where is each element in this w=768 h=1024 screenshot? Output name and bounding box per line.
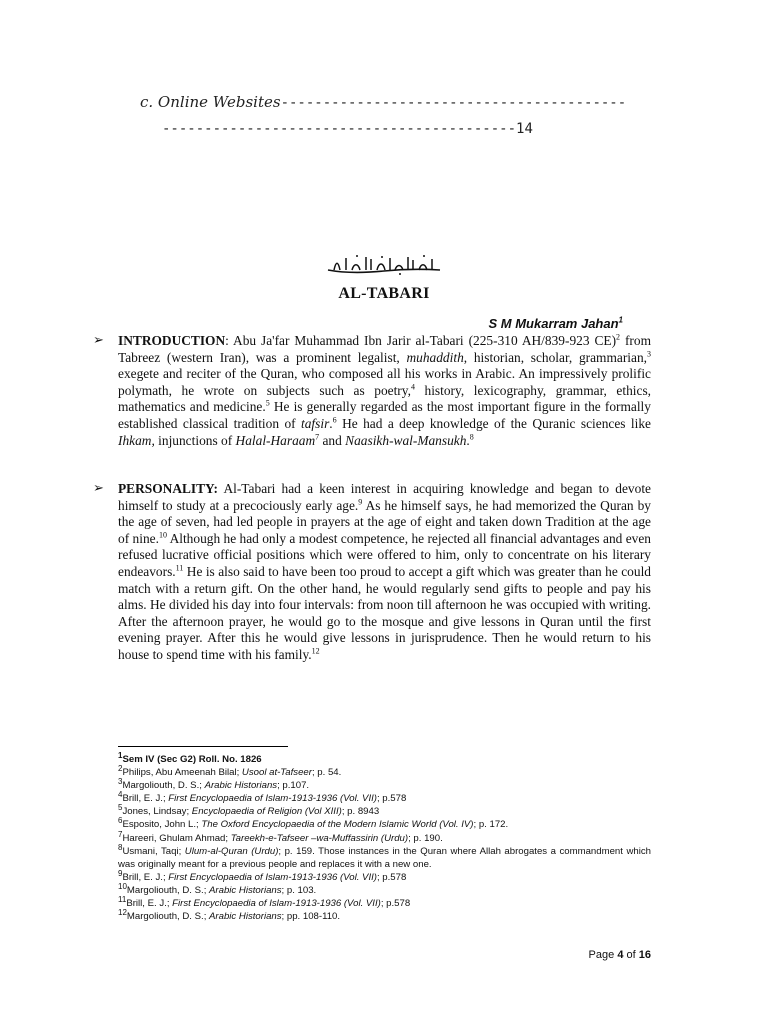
toc-leader-dashes: -----------------------------------------	[280, 95, 627, 111]
arrow-bullet-icon: ➢	[93, 333, 104, 348]
page-number: Page 4 of 16	[588, 949, 651, 961]
toc-entry-continuation	[162, 121, 533, 137]
arrow-bullet-icon: ➢	[93, 481, 104, 496]
introduction-heading: INTRODUCTION	[118, 333, 226, 348]
footnote-item: $^9$Brill, E. J.; First Encyclopaedia of Islam-1913-1936 (Vol. VII); p.578	[118, 868, 407, 883]
footnotes-list	[118, 750, 651, 923]
toc-entry-label: c. Online Websites	[140, 93, 281, 111]
toc-entry-online-websites	[140, 93, 626, 111]
footnote-item: $^{12}$Margoliouth, D. S.; Arabic Historians; pp. 108-110.	[118, 907, 341, 923]
footnote-item: $^4$Brill, E. J.; First Encyclopaedia of Islam-1913-1936 (Vol. VII); p.578	[118, 790, 407, 805]
footnote-separator	[118, 746, 288, 747]
footnote-item: $^8$Usmani, Taqi; Ulum-al-Quran (Urdu); p. 159. Those instances in the Quran where Allah abrogates a commandment which was originally meant for a previous people and replaces it with a new one.	[118, 842, 651, 870]
introduction-paragraph: ➢ INTRODUCTION: Abu Ja'far Muhammad Ibn Jarir al-Tabari (225-310 AH/839-923 CE)$^2$ from Tabreez (western Iran), was a prominent legalist, muhaddith, historian, scholar, grammarian,$^3$ exegete and reciter of the Quran, who composed all his works in Arabic. An impressively prolific polymath, he wrote on subjects such as poetry,$^4$ history, lexicography, grammar, ethics, mathematics and medicine.$^5$ He is generally regarded as the most important figure in the formally established classical tradition of tafsir.$^6$ He had a deep knowledge of the Quranic sciences like Ihkam, injunctions of Halal-Haraam$^7$ and Naasikh-wal-Mansukh.$^8$	[93, 332, 651, 448]
footnote-item: $^5$Jones, Lindsay; Encyclopaedia of Religion (Vol XIII); p. 8943	[118, 803, 380, 818]
footnote-item: $^2$Philips, Abu Ameenah Bilal; Usool at-Tafseer; p. 54.	[118, 763, 342, 779]
toc-page-number: 14	[516, 121, 533, 137]
footnote-item: $^7$Hareeri, Ghulam Ahmad; Tareekh-e-Tafseer –wa-Muffassirin (Urdu); p. 190.	[118, 829, 443, 844]
footnote-item: $^{10}$Margoliouth, D. S.; Arabic Historians; p. 103.	[118, 881, 317, 896]
footnote-item: $^{11}$Brill, E. J.; First Encyclopaedia of Islam-1913-1936 (Vol. VII); p.578	[118, 894, 411, 910]
footnote-item: $^6$Esposito, John L.; The Oxford Encyclopaedia of the Modern Islamic World (Vol. IV); p. 172.	[118, 816, 509, 831]
personality-paragraph: ➢ PERSONALITY: Al-Tabari had a keen interest in acquiring knowledge and began to devote himself to study at a precociously early age.$^9$ As he himself says, he had memorized the Quran by the age of seven, had led people in prayers at the age of eight and taken down Tradition at the age of nine.$^{10}$ Although he had only a modest competence, he rejected all financial advantages and even refused lucrative official positions which were offered to him, only to concentrate on his literary endeavors.$^{11}$ He is also said to have been too proud to accept a gift which was greater than he could match with a return gift. On the other hand, he would regularly send gifts to people and pay his alms. He divided his day into four intervals: from noon till afternoon he was occupied with writing. After the afternoon prayer, he would go to the mosque and give lessons in Quran until the first evening prayer. After this he would give lessons in jurisprudence. Then he would return to his house to spend time with his family.$^{12}$	[93, 481, 652, 662]
toc-leader-dashes-2: ------------------------------------------	[162, 121, 517, 137]
page-title: AL-TABARI	[338, 285, 430, 302]
footnote-item: $^1$Sem IV (Sec G2) Roll. No. 1826	[118, 750, 262, 765]
personality-heading: PERSONALITY:	[118, 481, 218, 496]
author-name: S M Mukarram Jahan$^1$	[488, 315, 623, 331]
basmala-calligraphy-icon	[324, 253, 444, 275]
footnote-item: $^3$Margoliouth, D. S.; Arabic Historians; p.107.	[118, 777, 310, 792]
